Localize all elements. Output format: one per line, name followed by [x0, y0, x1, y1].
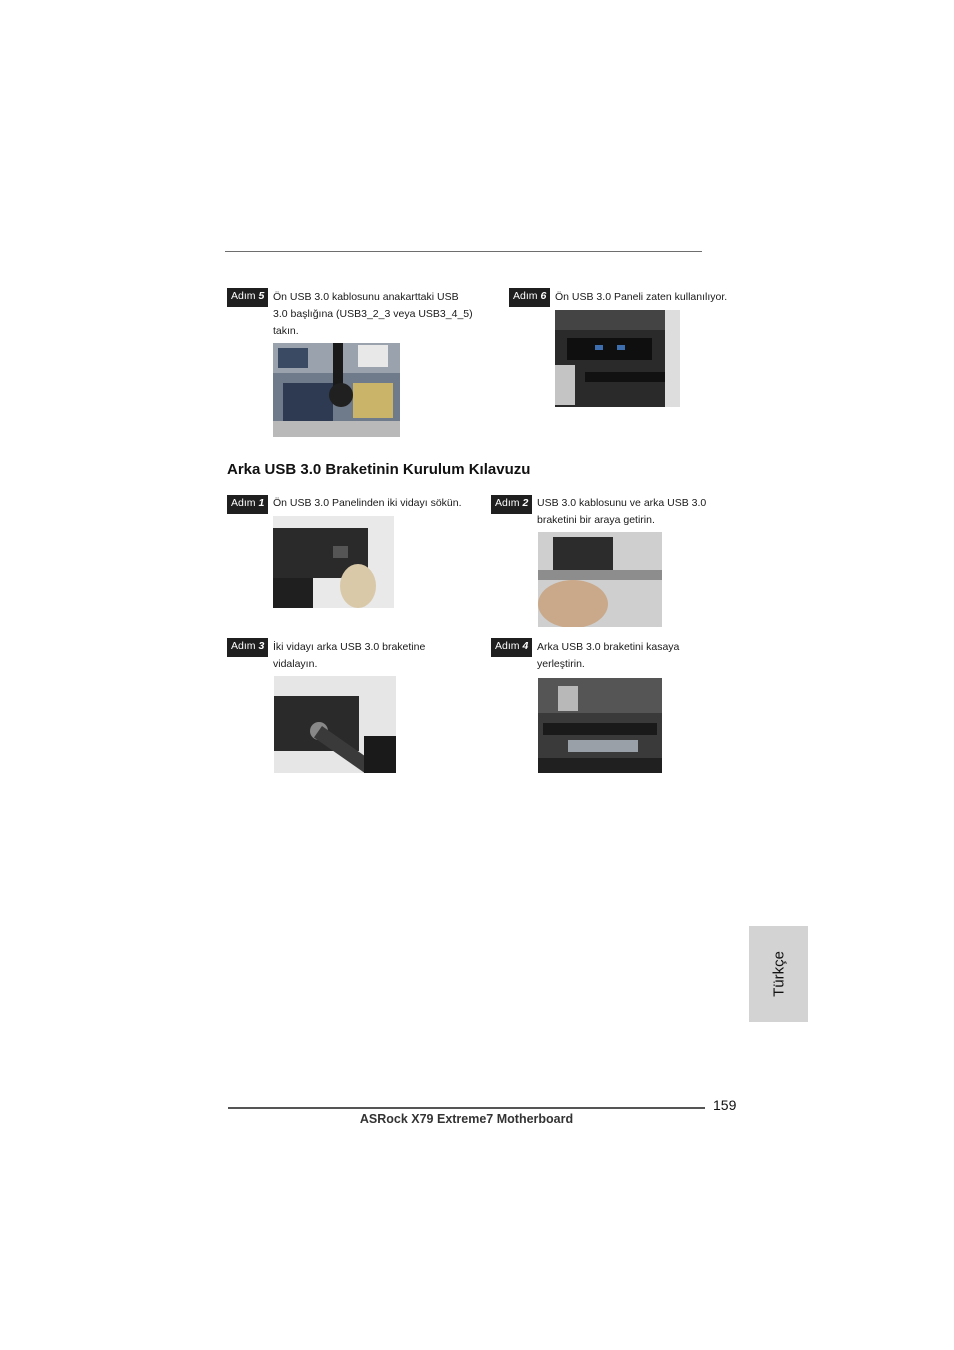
- step-3-photo-screw-bracket: [274, 676, 396, 773]
- footer-title: ASRock X79 Extreme7 Motherboard: [359, 1112, 574, 1126]
- footer-divider: [228, 1107, 705, 1109]
- step-3-text: İki vidayı arka USB 3.0 braketine vidalayın.: [273, 641, 426, 670]
- step-5-text: Ön USB 3.0 kablosunu anakarttaki USB 3.0 başlığına (USB3_2_3 veya USB3_4_5) takın.: [273, 291, 473, 337]
- step-4-photo-case-install: [538, 678, 662, 773]
- language-tab: [749, 926, 808, 1022]
- step-2-photo-cable-bracket: [538, 532, 662, 627]
- top-divider: [225, 251, 702, 252]
- step-6-badge: Adım 6: [509, 288, 550, 307]
- page-number: 159: [713, 1097, 737, 1113]
- step-2-text: USB 3.0 kablosunu ve arka USB 3.0 braketini bir araya getirin.: [537, 497, 707, 526]
- step-1-photo-remove-screws: [273, 516, 394, 608]
- step-4-text: Arka USB 3.0 braketini kasaya yerleştirin.: [537, 641, 680, 670]
- section-title: Arka USB 3.0 Braketinin Kurulum Kılavuzu: [227, 461, 531, 478]
- language-label: Türkçe: [770, 951, 787, 997]
- step-1-badge: Adım 1: [227, 495, 268, 514]
- step-3-badge: Adım 3: [227, 638, 268, 657]
- step-5-photo-motherboard-header: [273, 343, 400, 437]
- step-5-badge: Adım 5: [227, 288, 268, 307]
- step-6-photo-front-panel: [555, 310, 680, 407]
- step-6-text: Ön USB 3.0 Paneli zaten kullanılıyor.: [555, 291, 728, 303]
- step-1-text: Ön USB 3.0 Panelinden iki vidayı sökün.: [273, 497, 462, 509]
- step-2-badge: Adım 2: [491, 495, 532, 514]
- step-4-badge: Adım 4: [491, 638, 532, 657]
